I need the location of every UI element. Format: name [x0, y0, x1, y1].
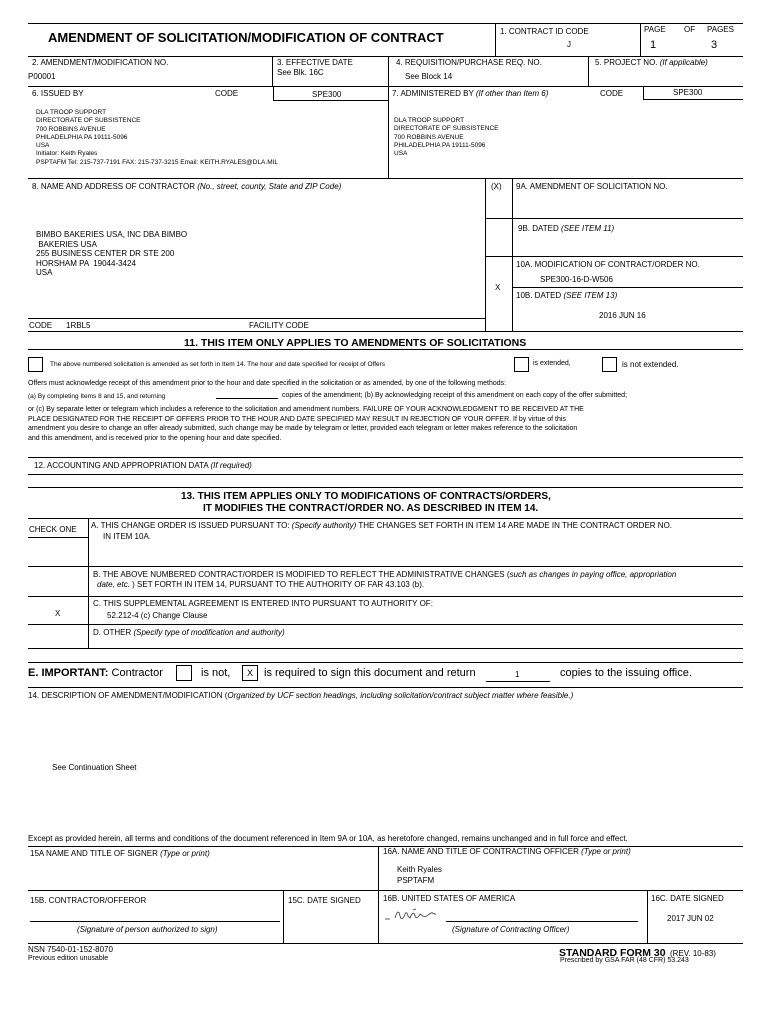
officer-date-signed-value[interactable]: 2017 JUN 02 [667, 914, 714, 923]
requisition-label: 4. REQUISITION/PURCHASE REQ. NO. [396, 58, 542, 67]
administered-by-label-prefix: 7. ADMINISTERED BY [392, 89, 474, 98]
issued-by-line: DLA TROOP SUPPORT [36, 109, 107, 116]
offers-extended-checkbox[interactable] [28, 357, 43, 372]
return-copies-value[interactable]: 1 [515, 670, 520, 679]
item-11-para-line: or (c) By separate letter or telegram which includes a reference to the solicitation and amendment numbers. FAILURE OF YOUR ACKNOWLEDGMENT TO BE RECEIVED AT THE [28, 406, 584, 413]
item-13d-line [93, 628, 285, 637]
is-required-label: is required to sign this document and return [264, 667, 476, 679]
item-14-body[interactable]: See Continuation Sheet [52, 763, 137, 772]
item-13b-line1 [93, 570, 676, 579]
x-mark-10[interactable]: X [495, 283, 501, 292]
contracting-officer-label-prefix: 16A. NAME AND TITLE OF CONTRACTING OFFICER [383, 847, 579, 856]
modification-of-contract-label: 10A. MODIFICATION OF CONTRACT/ORDER NO. [516, 260, 700, 269]
item-13b-prefix: B. THE ABOVE NUMBERED CONTRACT/ORDER IS MODIFIED TO REFLECT THE ADMINISTRATIVE CHANGES ( [93, 570, 510, 579]
item-11-para-line: amendment you desire to change an offer already submitted, such change may be made by telegram or letter, provided each telegram or letter makes reference to the solicitation [28, 425, 578, 433]
contractor-address [36, 230, 187, 278]
contracting-officer-label [383, 847, 631, 856]
item-11-line1: The above numbered solicitation is amended as set forth in Item 14. The hour and date specified for receipt of Offers [50, 361, 386, 368]
is-not-label: is not, [201, 667, 231, 679]
administered-by-label-italic: (If other than Item 6) [475, 89, 549, 98]
signer-name-label-prefix: 15A NAME AND TITLE OF SIGNER [30, 849, 158, 858]
administered-by-address [394, 117, 499, 158]
item-13d-prefix: D. OTHER [93, 628, 132, 637]
copies-suffix: copies to the issuing office. [560, 667, 692, 679]
project-no-label-prefix: 5. PROJECT NO. [595, 58, 658, 67]
nsn-number: NSN 7540-01-152-8070 [28, 945, 113, 954]
is-required-checkbox[interactable] [242, 665, 258, 681]
effective-date-label: 3. EFFECTIVE DATE [277, 58, 353, 67]
item-13a-line1 [91, 521, 672, 530]
contractor-code[interactable]: 1RBL5 [66, 321, 91, 330]
of-label: OF [684, 25, 696, 34]
contractor-label [32, 182, 341, 191]
item-11-line3a: (a) By completing Items 8 and 15, and returning [28, 393, 166, 400]
issued-by-line: PHILADELPHIA PA 19111-5096 [36, 133, 128, 141]
issued-by-code-label: CODE [215, 89, 239, 98]
item-13a-prefix: A. THIS CHANGE ORDER IS ISSUED PURSUANT TO: [91, 521, 290, 530]
administered-by-line: DLA TROOP SUPPORT [394, 117, 465, 124]
contractor-date-signed-label: 15C. DATE SIGNED [288, 896, 361, 905]
not-extended-label: is not extended. [622, 360, 679, 369]
contractor-signature-caption: (Signature of person authorized to sign) [77, 925, 218, 934]
signer-name-label-italic: (Type or print) [160, 849, 210, 858]
item-13b-italic-2: date, etc. [97, 580, 130, 589]
modification-of-contract-value[interactable]: SPE300-16-D-W506 [540, 275, 613, 284]
requisition-value[interactable]: See Block 14 [405, 72, 453, 81]
issued-by-label: 6. ISSUED BY [32, 89, 84, 98]
item-11-line3b: copies of the amendment; (b) By acknowledging receipt of this amendment on each copy of the offer submitted; [282, 392, 628, 399]
contractor-line: BIMBO BAKERIES USA, INC DBA BIMBO [36, 230, 188, 239]
issued-by-code[interactable]: SPE300 [312, 90, 342, 99]
project-no-label-italic: (If applicable) [659, 58, 708, 67]
item-11-line2: Offers must acknowledge receipt of this amendment prior to the hour and date specified in the solicitation or as amended, by one of the following methods: [28, 380, 507, 387]
contract-id-code-value[interactable]: J [567, 40, 571, 49]
item-11-para-line: and this amendment, and is received prior to the opening hour and date specified. [28, 434, 282, 442]
item-14-label [28, 691, 573, 700]
previous-edition-note: Previous edition unusable [28, 955, 109, 962]
facility-code-label: FACILITY CODE [249, 321, 309, 330]
administered-by-line: USA [394, 150, 408, 158]
contractor-code-label: CODE [29, 321, 53, 330]
effective-date-value[interactable]: See Blk. 16C [277, 68, 324, 77]
project-no-label [595, 58, 708, 67]
contractor-label-prefix: 8. NAME AND ADDRESS OF CONTRACTOR [32, 182, 195, 191]
item-13-heading-1: 13. THIS ITEM APPLIES ONLY TO MODIFICATIONS OF CONTRACTS/ORDERS, [181, 491, 551, 502]
item-14-label-italic: Organized by UCF section headings, including solicitation/contract subject matter where feasible.) [227, 691, 574, 700]
not-extended-checkbox[interactable] [602, 357, 617, 372]
issued-by-line: DIRECTORATE OF SUBSISTENCE [36, 117, 141, 125]
administered-by-label [392, 89, 548, 98]
pages-label: PAGES [707, 25, 734, 34]
officer-signature-caption: (Signature of Contracting Officer) [452, 925, 570, 934]
form-title: AMENDMENT OF SOLICITATION/MODIFICATION OF CONTRACT [48, 30, 444, 45]
dated-10b-value[interactable]: 2016 JUN 16 [599, 311, 646, 320]
officer-signature-image [383, 907, 445, 923]
issued-by-line: USA [36, 142, 50, 150]
contractor-line: USA [36, 268, 53, 278]
officer-date-signed-label: 16C. DATE SIGNED [651, 894, 724, 903]
signer-name-label [30, 849, 210, 858]
item-13a-italic: (Specify authority) [291, 521, 357, 530]
item-11-paragraph [28, 405, 584, 443]
prescribed-by: Prescribed by GSA FAR (48 CFR) 53.243 [560, 957, 689, 964]
officer-signature-label: 16B. UNITED STATES OF AMERICA [383, 894, 516, 903]
page-label: PAGE [644, 25, 666, 34]
issued-by-line: PSPTAFM Tel: 215-737-7191 FAX: 215-737-3215 Email: KEITH.RYALES@DLA.MIL [36, 158, 279, 166]
important-prefix [28, 667, 163, 680]
item-13a-line2: IN ITEM 10A. [103, 532, 152, 541]
contractor-label-italic: (No., street, county, State and ZIP Code) [197, 182, 342, 191]
dated-10b-label-italic: (SEE ITEM 13) [563, 291, 618, 300]
contracting-officer-name[interactable]: Keith Ryales [397, 865, 442, 874]
dated-9b-label [518, 224, 614, 233]
amendment-no-label: 2. AMENDMENT/MODIFICATION NO. [32, 58, 169, 67]
issued-by-line: Initiator: Keith Ryales [36, 150, 98, 158]
item-13b-italic: such as changes in paying office, appropriation [509, 570, 677, 579]
contractor-line: HORSHAM PA 19044-3424 [36, 258, 136, 268]
item-14-label-prefix: 14. DESCRIPTION OF AMENDMENT/MODIFICATION ( [28, 691, 228, 700]
administered-by-line: DIRECTORATE OF SUBSISTENCE [394, 125, 499, 133]
important-label: E. IMPORTANT: [28, 667, 109, 679]
contracting-officer-title[interactable]: PSPTAFM [397, 876, 435, 885]
contracting-officer-label-italic: (Type or print) [581, 847, 631, 856]
contract-id-code-label: 1. CONTRACT ID CODE [500, 27, 589, 36]
accounting-data-label [34, 461, 252, 470]
is-required-mark: X [246, 668, 253, 678]
contractor-line: 255 BUSINESS CENTER DR STE 200 [36, 249, 175, 259]
item-13c-line1: C. THIS SUPPLEMENTAL AGREEMENT IS ENTERED INTO PURSUANT TO AUTHORITY OF: [93, 599, 433, 608]
standard-form-name: STANDARD FORM 30 [559, 947, 666, 959]
issued-by-address [36, 109, 278, 167]
item-13d-italic: (Specify type of modification and authority) [133, 628, 285, 637]
item-13b-line2 [97, 580, 424, 589]
item-11-heading: 11. THIS ITEM ONLY APPLIES TO AMENDMENTS OF SOLICITATIONS [184, 337, 527, 349]
item-13b-suffix: ) SET FORTH IN ITEM 14, PURSUANT TO THE AUTHORITY OF FAR 43.103 (b). [132, 580, 425, 589]
dated-10b-label [516, 291, 617, 300]
amendment-of-solicitation-label: 9A. AMENDMENT OF SOLICITATION NO. [516, 182, 668, 191]
contractor-offeror-label: 15B. CONTRACTOR/OFFEROR [30, 896, 147, 905]
item-13a-suffix: THE CHANGES SET FORTH IN ITEM 14 ARE MADE IN THE CONTRACT ORDER NO. [358, 521, 673, 530]
item-13-heading-2: IT MODIFIES THE CONTRACT/ORDER NO. AS DESCRIBED IN ITEM 14. [203, 503, 539, 514]
administered-by-line: 700 ROBBINS AVENUE [394, 133, 464, 141]
x-column-label: (X) [491, 182, 502, 191]
is-extended-label: is extended, [533, 360, 571, 367]
item-13c-mark[interactable]: X [55, 609, 61, 618]
administered-by-code[interactable]: SPE300 [673, 88, 703, 97]
is-not-checkbox[interactable] [176, 665, 192, 681]
check-one-label: CHECK ONE [29, 525, 77, 534]
item-11-para-line: PLACE DESIGNATED FOR THE RECEIPT OF OFFERS PRIOR TO THE HOUR AND DATE SPECIFIED MAY RESULT IN REJECTION OF YOUR OFFER. If by virtue of this [28, 415, 566, 423]
issued-by-line: 700 ROBBINS AVENUE [36, 125, 106, 133]
accounting-data-label-italic: (If required) [210, 461, 252, 470]
administered-by-code-label: CODE [600, 89, 624, 98]
standard-form-rev: (REV. 10-83) [670, 949, 716, 958]
accounting-data-label-prefix: 12. ACCOUNTING AND APPROPRIATION DATA [34, 461, 209, 470]
dated-9b-label-italic: (SEE ITEM 11) [560, 224, 615, 233]
is-extended-checkbox[interactable] [514, 357, 529, 372]
contractor-line: BAKERIES USA [36, 239, 97, 249]
except-text: Except as provided herein, all terms and conditions of the document referenced in Item 9A or 10A, as heretofore changed, remains unchanged and in full force and effect. [28, 834, 628, 843]
dated-9b-label-prefix: 9B. DATED [518, 224, 559, 233]
amendment-no-value[interactable]: P00001 [28, 72, 56, 81]
dated-10b-label-prefix: 10B. DATED [516, 291, 562, 300]
page-number[interactable]: 1 [650, 39, 657, 51]
important-contractor: Contractor [111, 667, 163, 679]
page-count[interactable]: 3 [711, 39, 718, 51]
item-13c-line2: 52.212-4 (c) Change Clause [107, 611, 208, 620]
administered-by-line: PHILADELPHIA PA 19111-5096 [394, 141, 486, 149]
